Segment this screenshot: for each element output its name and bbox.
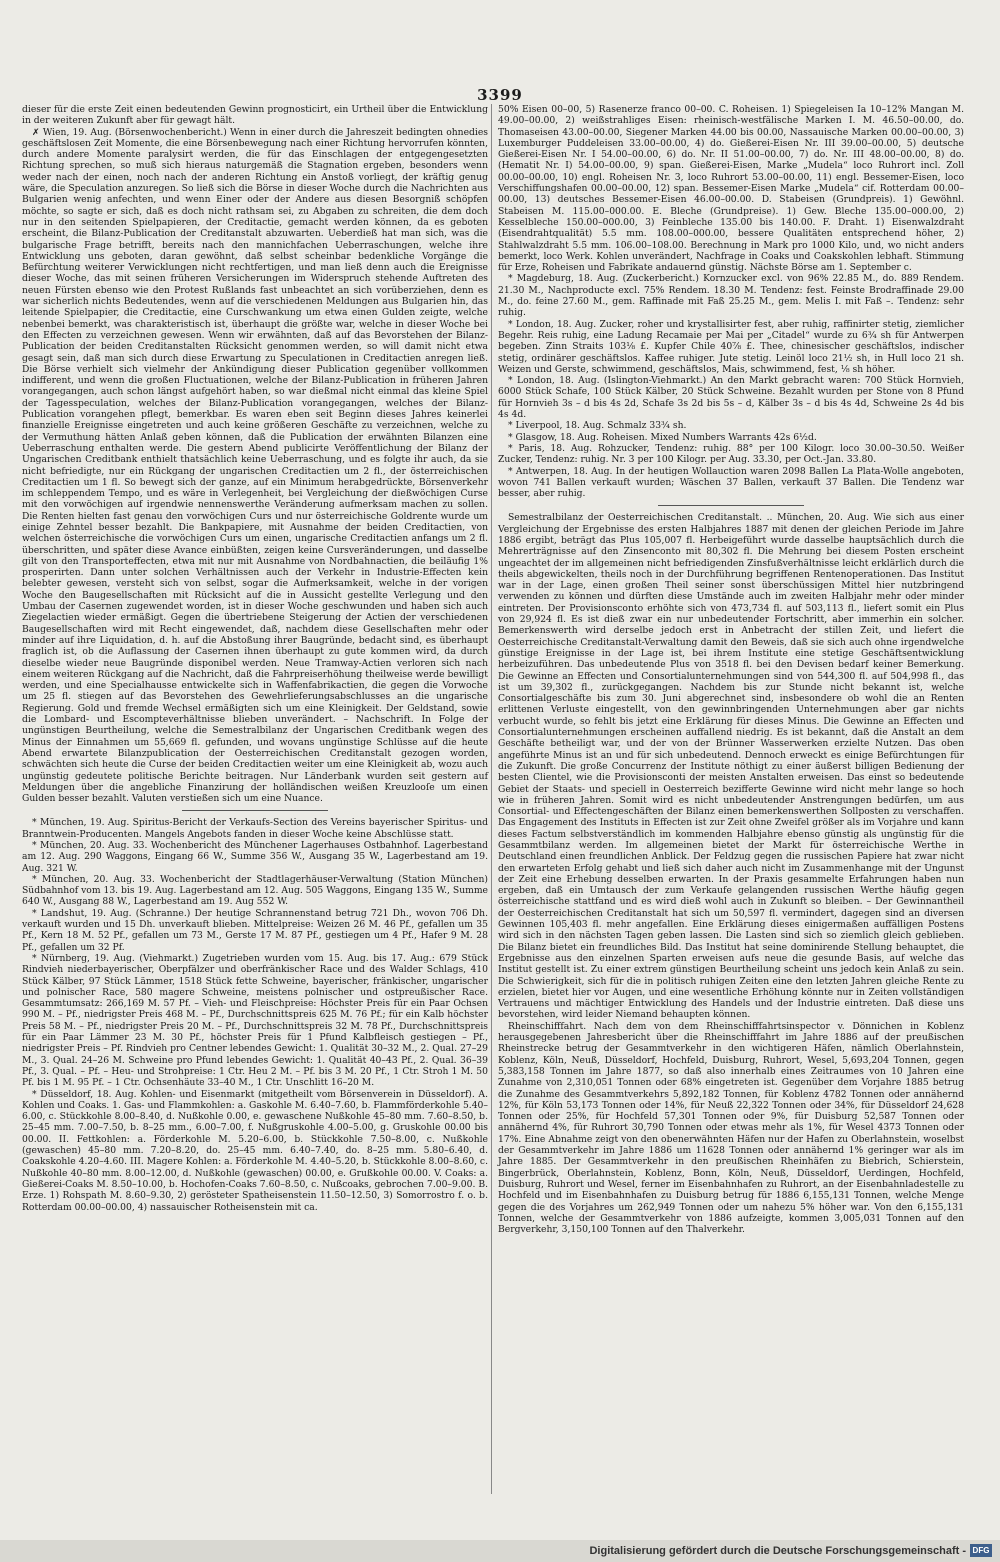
article-paragraph: * München, 19. Aug. Spiritus-Bericht der Verkaufs-Section des Vereins bayerischer Spiritus- und Branntwein-Producenten. Mangels Angebots fanden in dieser Woche keine Abschlüsse statt. [22, 817, 488, 840]
article-paragraph: dieser für die erste Zeit einen bedeutenden Gewinn prognosticirt, ein Urtheil über die Entwicklung in der weiteren Zukunft aber für gewagt hält. [22, 104, 488, 127]
article-paragraph: ✗ Wien, 19. Aug. (Börsenwochenbericht.) Wenn in einer durch die Jahreszeit bedingten ohnedies geschäftslosen Zeit Momente, die eine Börsenbewegung nach einer Richtung hervorrufen könnten, durch andere Momente paralysirt werden, die für das Einschlagen der entgegengesetzten Richtung sprechen, so muß sich hieraus naturgemäß die Stagnation ergeben, besonders wenn weder nach der einen, noch nach der anderen Richtung ein Anstoß vorliegt, der kräftig genug wäre, die Speculation anzuregen. So ließ sich die Börse in dieser Woche durch die Nachrichten aus Bulgarien wenig anfechten, und wenn Einer oder der Andere aus diesen Besorgniß schöpfen möchte, so sagte er sich, daß es doch nicht rathsam sei, zu Abgaben zu schreiten, die dem doch nur in den seitenden Spielpapieren, der Creditactie, gemacht werden können, da es geboten erscheint, die Bilanz-Publication der Creditanstalt abzuwarten. Ueberdieß hat man sich, was die bulgarische Frage betrifft, bereits nach den mannichfachen Ueberraschungen, welche ihre Entwicklung uns geboten, daran gewöhnt, daß selbst scheinbar bedenkliche Vorgänge die Befürchtung weiterer Verwicklungen nicht rechtfertigen, und man ließ denn auch die Ereignisse dieser Woche, das mit seinen früheren Versicherungen im Widerspruch stehende Auftreten des neuen Fürsten ebenso wie den Protest Rußlands fast unbeachtet an sich vorüberziehen, denn es war sicherlich nichts Bedeutendes, wenn auf die verschiedenen Meldungen aus Bulgarien hin, das leitende Spielpapier, die Creditactie, eine Curschwankung um etwa einen Gulden zeigte, welche nebenbei bemerkt, was charakteristisch ist, überhaupt die größte war, welche in dieser Woche bei den Effecten zu verzeichnen gewesen. Wenn wir erwähnten, daß auf das Bevorstehen der Bilanz-Publication der beiden Creditanstalten Rücksicht genommen werden, so will damit nicht etwa gesagt sein, daß man sich durch diese Erwartung zu Speculationen in Creditactien anregen ließ. Die Börse verhielt sich vielmehr der Ankündigung dieser Publication gegenüber vollkommen indifferent, und wenn die großen Fluctuationen, welche der Bilanz-Publication in früheren Jahren vorangegangen, auch schon längst aufgehört haben, so war dießmal nicht einmal das kleine Spiel der Tagesspeculation, welches der Bilanz-Publication vorangegangen, welches der Bilanz-Publication vorangehen pflegt, bemerkbar. Es waren eben seit Beginn dieses Jahres keinerlei finanzielle Ereignisse eingetreten und auch keine größeren Geschäfte zu verzeichnen, welche zu der Vermuthung hätten Anlaß geben können, daß die Publication der erwähnten Bilanzen eine Ueberraschung enthalten werde. Die gestern Abend publicirte Veröffentlichung der Bilanz der Ungarischen Creditbank enthielt thatsächlich keine Ueberraschung, und es folgte ihr auch, da sie nicht befriedigte, nur ein Rückgang der ungarischen Creditactien um 2 fl., der österreichischen Creditactien um 1 fl. So bewegt sich der ganze, auf ein Minimum herabgedrückte, Börsenverkehr im schleppendem Tempo, und es wäre in Verlegenheit, bei Vergleichung der dießwöchigen Curse mit den vorwöchigen auf irgendwie nennenswerthe Veränderung aufmerksam machen zu sollen. Die Renten hielten fast genau den vorwöchigen Curs und nur österreichische Goldrente wurde um einige Zehntel besser bezahlt. Die Bankpapiere, mit Ausnahme der beiden Creditactien, von welchen österreichische die vorwöchigen Curs um einen, ungarische Creditactien anfangs um 2 fl. überschritten, und später diese Avance einbüßten, zeigen keine Cursveränderungen, und dasselbe gilt von den Transporteffecten, etwa mit nur mit Ausnahme von Nordbahnactien, die beiläufig 1% prosperirten. Dann unter solchen Verhältnissen auch der Verkehr in Industrie-Effecten kein belebter gewesen, versteht sich von selbst, sogar die Aufmerksamkeit, welche in der vorigen Woche den Baugesellschaften mit Rücksicht auf die in Aussicht gestellte Verlegung und den Umbau der Casernen zugewendet worden, ist in dieser Woche geschwunden und haben sich auch Ziegelactien wieder ermäßigt. Gegen die übertriebene Steigerung der Actien der verschiedenen Baugesellschaften wird mit Recht eingewendet, daß, nachdem diese Gesellschaften mehr oder minder auf ihre Liquidation, d. h. auf die Abstoßung ihrer Baugründe, bedacht sind, es überhaupt fraglich ist, ob die Auflassung der Casernen ihnen überhaupt zu gute kommen wird, da durch dieselbe wieder neue Baugründe disponibel werden. Neue Tramway-Actien verloren sich nach einem weiteren Rückgang auf die Nachricht, daß die Fahrpreiserhöhung theilweise werde bewilligt werden, und eine Specialhausse entwickelte sich in Waffenfabrikactien, die gegen die Vorwoche um 25 fl. stiegen auf das Bevorstehen des Gewehrlieferungsabschlusses an die ungarische Regierung. Gold und fremde Wechsel ermäßigten sich um eine Kleinigkeit. Der Geldstand, sowie die Lombard- und Escompteverhältnisse blieben unverändert. – Nachschrift. In Folge der ungünstigen Beurtheilung, welche die Semestralbilanz der Ungarischen Creditbank wegen des Minus der Einnahmen um 55,669 fl. gefunden, und wovans ungünstige Schlüsse auf die heute Abend erwartete Bilanzpublication der Oesterreichischen Creditanstalt gezogen worden, schwächten sich heute die Curse der beiden Creditactien weiter um eine Kleinigkeit ab, wozu auch ungünstig gedeutete politische Berichte beitragen. Nur Länderbank wurden seit gestern auf Meldungen über die angebliche Finanzirung der holländischen weißen Kreuzlooſe um einen Gulden besser bezahlt. Valuten verstießen sich um eine Nuance. [22, 126, 488, 805]
article-paragraph: * Magdeburg, 18. Aug. (Zuckerbericht.) Kornzucker excl. von 96% 22.85 M., do. 889 Rendem. 21.30 M., Nachproducte excl. 75% Rendem. 18.30 M. Tendenz: fest. Feinste Brodraffinade 29.00 M., do. feine 27.60 M., gem. Raffinade mit Faß 25.25 M., gem. Melis I. mit Faß –. Tendenz: sehr ruhig. [498, 273, 964, 319]
article-paragraph: * Landshut, 19. Aug. (Schranne.) Der heutige Schrannenstand betrug 721 Dh., wovon 706 Dh. verkauft wurden und 15 Dh. unverkauft blieben. Mittelpreise: Weizen 26 M. 46 Pf., gefallen um 35 Pf., Kern 18 M. 52 Pf., gefallen um 73 M., Gerste 17 M. 87 Pf., gestiegen um 4 Pf., Hafer 9 M. 28 Pf., gefallen um 32 Pf. [22, 907, 488, 953]
article-paragraph: Semestralbilanz der Oesterreichischen Creditanstalt. .. München, 20. Aug. Wie sich aus einer Vergleichung der Ergebnisse des ersten Halbjahres 1887 mit denen der gleichen Periode im Jahre 1886 ergibt, beträgt das Plus 105,007 fl. Herbeigeführt wurde dasselbe hauptsächlich durch die Mehrerträgnisse auf den Zinsenconto mit 80,302 fl. Die Mehrung bei diesem Posten erscheint ungeachtet der im allgemeinen nicht befriedigenden Zinsfußverhältnisse leicht erklärlich durch die theils abgewickelten, theils noch in der Durchführung begriffenen Rentenoperationen. Das Institut war in der Lage, einen großen Theil seiner sonst überschüssigen Mittel hier nutzbringend verwenden zu können und dürften diese Umstände auch im zweiten Halbjahr mehr oder minder eintreten. Der Provisionsconto erhöhte sich von 473,734 fl. auf 503,113 fl., liefert somit ein Plus von 29,924 fl. Es ist dieß zwar ein nur unbedeutender Fortschritt, aber immerhin ein solcher. Bemerkenswerth wird derselbe jedoch erst in Anbetracht der stillen Zeit, und liefert die Oesterreichische Creditanstalt-Verwaltung damit den Beweis, daß sie sich auch ohne irgendwelche günstige Ereignisse in der Lage ist, bei ihrem Institute eine stetige Geschäftsentwicklung herbeizuführen. Das unbedeutende Plus von 3518 fl. bei den Devisen bedarf keiner Bemerkung. Die Gewinne an Effecten und Consortialunternehmungen sind von 544,300 fl. auf 504,998 fl., das ist um 39,302 fl., zurückgegangen. Nachdem bis zur Stunde nicht bekannt ist, welche Consortialgeschäfte bis zum 30. Juni abgerechnet sind, insbesondere ob wohl die an Renten erlittenen Verluste eingestellt, von den gewinnbringenden Unternehmungen aber gar nichts verbucht wurde, so fehlt bis jetzt eine Erklärung für dieses Minus. Die Gewinne an Effecten und Consortialunternehmungen erscheinen auffallend niedrig. Es ist bekannt, daß die Anstalt an dem Geschäfte betheiligt war, und der von der Brünner Wasserwerken erzielte Nutzen. Das oben angeführte Minus ist an und für sich unbedeutend. Dennoch erweckt es einige Befürchtungen für die Zukunft. Die große Concurrenz der Institute nöthigt zu einer äußerst billigen Bedienung der besten Clientel, wie die Provisionsconti der meisten Anstalten erweisen. Das einst so bedeutende Gebiet der Staats- und speciell in Oesterreich bezifferte Gewinne wird nicht mehr lange so hoch wie in früheren Jahren. Somit wird es nicht unbedeutender Anstrengungen bedürfen, um aus Consortial- und Effectengeschäften der Bilanz einen bemerkenswerthen Sollposten zu verschaffen. Das Engagement des Instituts in Effecten ist zur Zeit ohne Zweifel größer als im Vorjahre und kann dieses Factum selbstverständlich im kommenden Halbjahre ebenso günstig als ungünstig für die Gesammtbilanz werden. Im allgemeinen bietet der Markt für österreichische Werthe in Deutschland einen freundlichen Anblick. Der Feldzug gegen die russischen Papiere hat zwar nicht den erwarteten Erfolg gehabt und ließ sich daher auch nicht im Zusammenhange mit der Ungunst der Zeit eine Erhebung desselben erwarten. In der Praxis gesammelte Erfahrungen haben nun ergeben, daß ein Umtausch der zum Verkaufe gelangenden russischen Werthe häufig gegen österreichische stattfand und es wird dieß wohl auch in Zukunft so bleiben. – Der Gewinnantheil der Oesterreichischen Creditanstalt hat sich um 50,597 fl. vermindert, dagegen sind an diversen Gewinnen 105,403 fl. mehr angefallen. Eine Erklärung dieses einigermaßen auffälligen Postens wird sich in den nächsten Tagen geben lassen. Die Lasten sind sich so ziemlich gleich geblieben. Die Bilanz bietet ein freundliches Bild. Das Institut hat seine dominirende Stellung behauptet, die Ergebnisse aus den einzelnen Sparten erweisen aufs neue die gesunde Basis, auf welche das Institut gestellt ist. Zu einer extrem günstigen Beurtheilung scheint uns jedoch kein Anlaß zu sein. Die Schwierigkeit, sich für die in politisch ruhigen Zeiten eine den letzten Jahren gleiche Rente zu erzielen, bietet hier vor Augen, und eine wesentliche Erhöhung könnte nur in Zeiten vollständigen Vertrauens und mächtiger Entwicklung des Handels und der Industrie eintreten. Daß diese uns bevorstehen, wird leider Niemand behaupten können. [498, 512, 964, 1021]
left-column [22, 104, 488, 1213]
section-separator [182, 810, 328, 811]
footer-credit: Digitalisierung gefördert durch die Deutsche Forschungsgemeinschaft - [589, 1545, 966, 1557]
digitization-footer [0, 1540, 1000, 1562]
column-divider [491, 104, 492, 1494]
article-paragraph: * London, 18. Aug. Zucker, roher und krystallisirter fest, aber ruhig, raffinirter stetig, ziemlicher Begehr. Reis ruhig, eine Ladung Recamaie per Mai per „Citadel“ wurde zu 6¾ sh für Antwerpen begeben. Zinn Straits 103⅛ £. Kupfer Chile 40⅞ £. Thee, chinesischer geschäftslos, indischer stetig, ordinärer geschäftslos. Kaffee ruhiger. Jute stetig. Leinöl loco 21½ sh, in Hull loco 21 sh. Weizen und Gerste, schwimmend, geschäftslos, Mais, schwimmend, fest, ⅛ sh höher. [498, 318, 964, 375]
article-paragraph: * Antwerpen, 18. Aug. In der heutigen Wollauction waren 2098 Ballen La Plata-Wolle angeboten, wovon 741 Ballen verkauft wurden; Wäschen 37 Ballen, verkauft 37 Ballen. Die Tendenz war besser, aber ruhig. [498, 465, 964, 500]
section-separator [658, 505, 804, 506]
article-paragraph: * Paris, 18. Aug. Rohzucker, Tendenz: ruhig. 88° per 100 Kilogr. loco 30.00–30.50. Weißer Zucker, Tendenz: ruhig. Nr. 3 per 100 Kilogr. per Aug. 33.30, per Oct.-Jan. 33.80. [498, 442, 964, 466]
article-paragraph: * Nürnberg, 19. Aug. (Viehmarkt.) Zugetrieben wurden vom 15. Aug. bis 17. Aug.: 679 Stück Rindvieh niederbayerischer, Oberpfälzer und oberfränkischer Race und des Walder Schlags, 410 Stück Kälber, 97 Stück Lämmer, 1518 Stück fette Schweine, bayerischer, fränkischer, ungarischer und polnischer Race, 580 magere Schweine, meistens polnischer und ostpreußischer Race. Gesammtumsatz: 266,169 M. 57 Pf. – Vieh- und Fleischpreise: Höchster Preis für ein Paar Ochsen 990 M. – Pf., niedrigster Preis 468 M. – Pf., Durchschnittspreis 625 M. 76 Pf.; für ein Kalb höchster Preis 58 M. – Pf., niedrigster Preis 20 M. – Pf., Durchschnittspreis 32 M. 78 Pf., Durchschnittspreis für ein Paar Lämmer 23 M. 30 Pf., höchster Preis für 1 Pfund Kalbfleisch gestiegen – Pf., niedrigster Preis – Pf. Rindvieh pro Centner lebendes Gewicht: 1. Qualität 30–32 M., 2. Qual. 27–29 M., 3. Qual. 24–26 M. Schweine pro Pfund lebendes Gewicht: 1. Qualität 40–43 Pf., 2. Qual. 36–39 Pf., 3. Qual. – Pf. – Heu- und Strohpreise: 1 Ctr. Heu 2 M. – Pf. bis 3 M. 20 Pf., 1 Ctr. Stroh 1 M. 50 Pf. bis 1 M. 95 Pf. – 1 Ctr. Ochsenhäute 33–40 M., 1 Ctr. Unschlitt 16–20 M. [22, 952, 488, 1089]
page-number: 3399 [477, 86, 523, 104]
article-paragraph: * Düsseldorf, 18. Aug. Kohlen- und Eisenmarkt (mitgetheilt vom Börsenverein in Düsseldorf). A. Kohlen und Coaks. 1. Gas- und Flammkohlen: a. Gaskohle M. 6.40–7.60, b. Flammförderkohle 5.40–6.00, c. Stückkohle 8.00–8.40, d. Nußkohle 0.00, e. gewaschene Nußkohle 45–80 mm. 7.60–8.50, b. 25–45 mm. 7.00–7.50, b. 8–25 mm., 6.00–7.00, f. Nußgruskohle 4.00–5.00, g. Gruskohle 00.00 bis 00.00. II. Fettkohlen: a. Förderkohle M. 5.20–6.00, b. Stückkohle 7.50–8.00, c. Nußkohle (gewaschen) 45–80 mm. 7.20–8.20, do. 25–45 mm. 6.40–7.40, do. 8–25 mm. 5.80–6.40, d. Coakskohle 4.20–4.60. III. Magere Kohlen: a. Förderkohle M. 4.40–5.20, b. Stückkohle 8.00–8.60, c. Nußkohle 40–80 mm. 8.00–12.00, d. Nußkohle (gewaschen) 00.00, e. Grußkohle 00.00. V. Coaks: a. Gießerei-Coaks M. 8.50–10.00, b. Hochofen-Coaks 7.60–8.50, c. Nußcoaks, gebrochen 7.00–9.00. B. Erze. 1) Rohspath M. 8.60–9.30, 2) gerösteter Spatheisenstein 11.50–12.50, 3) Somorrostro f. o. b. Rotterdam 00.00–00.00, 4) nassauischer Rotheisenstein mit ca. [22, 1088, 488, 1213]
dfg-logo: DFG [970, 1544, 992, 1557]
article-paragraph: * München, 20. Aug. 33. Wochenbericht des Münchener Lagerhauses Ostbahnhof. Lagerbestand am 12. Aug. 290 Waggons, Eingang 66 W., Summe 356 W., Ausgang 35 W., Lagerbestand am 19. Aug. 321 W. [22, 840, 488, 874]
article-paragraph: Rheinschifffahrt. Nach dem von dem Rheinschifffahrtsinspector v. Dönnichen in Koblenz herausgegebenen Jahresbericht über die Rheinschifffahrt im Jahre 1886 auf der preußischen Rheinstrecke betrug der Gesammtverkehr in den wichtigeren Häfen, nämlich Oberlahnstein, Koblenz, Köln, Neuß, Düsseldorf, Hochfeld, Duisburg, Ruhrort, Wesel, 5,693,204 Tonnen, gegen 5,383,158 Tonnen im Jahre 1877, so daß also innerhalb eines Zeitraumes von 10 Jahren eine Zunahme von 2,310,051 Tonnen oder 68% eingetreten ist. Gegenüber dem Vorjahre 1885 betrug die Zunahme des Gesammtverkehrs 5,892,182 Tonnen, für Koblenz 4782 Tonnen oder annähernd 12%, für Köln 53,173 Tonnen oder 14%, für Neuß 22,322 Tonnen oder 34%, für Düsseldorf 24,628 Tonnen oder 25%, für Hochfeld 57,301 Tonnen oder 9%, für Duisburg 52,587 Tonnen oder annähernd 4%, für Ruhrort 30,790 Tonnen oder etwas mehr als 1%, für Wesel 4373 Tonnen oder 17%. Eine Abnahme zeigt von den obenerwähnten Häfen nur der Hafen zu Oberlahnstein, woselbst der Gesammtverkehr im Jahre 1886 um 11628 Tonnen oder annähernd 1% geringer war als im Jahre 1885. Der Gesammtverkehr in den preußischen Rheinhäfen zu Biebrich, Schierstein, Bingerbrück, Oberlahnstein, Koblenz, Bonn, Köln, Neuß, Düsseldorf, Uerdingen, Hochfeld, Duisburg, Ruhrort und Wesel, ferner im Eisenbahnhafen zu Ruhrort, an der Eisenbahnladestelle zu Hochfeld und im Eisenbahnhafen zu Duisburg betrug für 1886 6,155,131 Tonnen, welche Menge gegen die des Vorjahres um 262,949 Tonnen oder um nahezu 5% höher war. Von den 6,155,131 Tonnen, welche der Gesammtverkehr von 1886 aufzeigte, kommen 3,005,031 Tonnen auf den Bergverkehr, 3,150,100 Tonnen auf den Thalverkehr. [498, 1020, 964, 1236]
article-paragraph: * Liverpool, 18. Aug. Schmalz 33¾ sh. [508, 420, 687, 432]
right-column [498, 104, 964, 1235]
article-paragraph: * Glasgow, 18. Aug. Roheisen. Mixed Numbers Warrants 42s 6½d. [508, 431, 817, 443]
article-paragraph: * München, 20. Aug. 33. Wochenbericht der Stadtlagerhäuser-Verwaltung (Station München) Südbahnhof vom 13. bis 19. Aug. Lagerbestand am 12. Aug. 505 Waggons, Eingang 135 W., Summe 640 W., Ausgang 88 W., Lagerbestand am 19. Aug 552 W. [22, 873, 488, 908]
article-paragraph: * London, 18. Aug. (Islington-Viehmarkt.) An den Markt gebracht waren: 700 Stück Hornvieh, 6000 Stück Schafe, 100 Stück Kälber, 20 Stück Schweine. Bezahlt wurden per Stone von 8 Pfund für Hornvieh 3s – d bis 4s 2d, Schafe 3s 2d bis 5s – d, Kälber 3s – d bis 4s 4d, Schweine 2s 4d bis 4s 4d. [498, 375, 964, 421]
article-paragraph: 50% Eisen 00–00, 5) Rasenerze franco 00–00. C. Roheisen. 1) Spiegeleisen Ia 10–12% Mangan M. 49.00–00.00, 2) weißstrahliges Eisen: rheinisch-westfälische Marken I. M. 46.50–00.00, do. Thomaseisen 43.00–00.00, Siegener Marken 44.00 bis 00.00, Nassauische Marken 00.00–00.00, 3) Luxemburger Puddeleisen 33.00–00.00, 4) do. Gießerei-Eisen Nr. III 39.00–00.00, 5) deutsche Gießerei-Eisen Nr. I 54.00–00.00, 6) do. Nr. II 51.00–00.00, 7) do. Nr. III 48.00–00.00, 8) do. (Hematit Nr. I) 54.00–00.00, 9) span. Gießerei-Eisen, Marke „Mudela“ loco Ruhrort incl. Zoll 00.00–00.00, 10) engl. Roheisen Nr. 3, loco Ruhrort 53.00–00.00, 11) engl. Bessemer-Eisen, loco Verschiffungshafen 00.00–00.00, 12) span. Bessemer-Eisen Marke „Mudela“ cif. Rotterdam 00.00–00.00, 13) deutsches Bessemer-Eisen 46.00–00.00. D. Stabeisen (Grundpreis). 1) Gewöhnl. Stabeisen M. 115.00–000.00. E. Bleche (Grundpreise). 1) Gew. Bleche 135.00–000.00, 2) Kesselbleche 150.00–000.00, 3) Feinbleche 135.00 bis 140.00. F. Draht. 1) Eisenwalzdraht (Eisendrahtqualität) 5.5 mm. 108.00–000.00, bessere Qualitäten entsprechend höher, 2) Stahlwalzdraht 5.5 mm. 106.00–108.00. Berechnung in Mark pro 1000 Kilo, und, wo nicht anders bemerkt, loco Werk. Kohlen unverändert, Nachfrage in Coaks und Coakskohlen lebhaft. Stimmung für Erze, Roheisen und Fabrikate andauernd günstig. Nächste Börse am 1. September c. [498, 104, 964, 274]
